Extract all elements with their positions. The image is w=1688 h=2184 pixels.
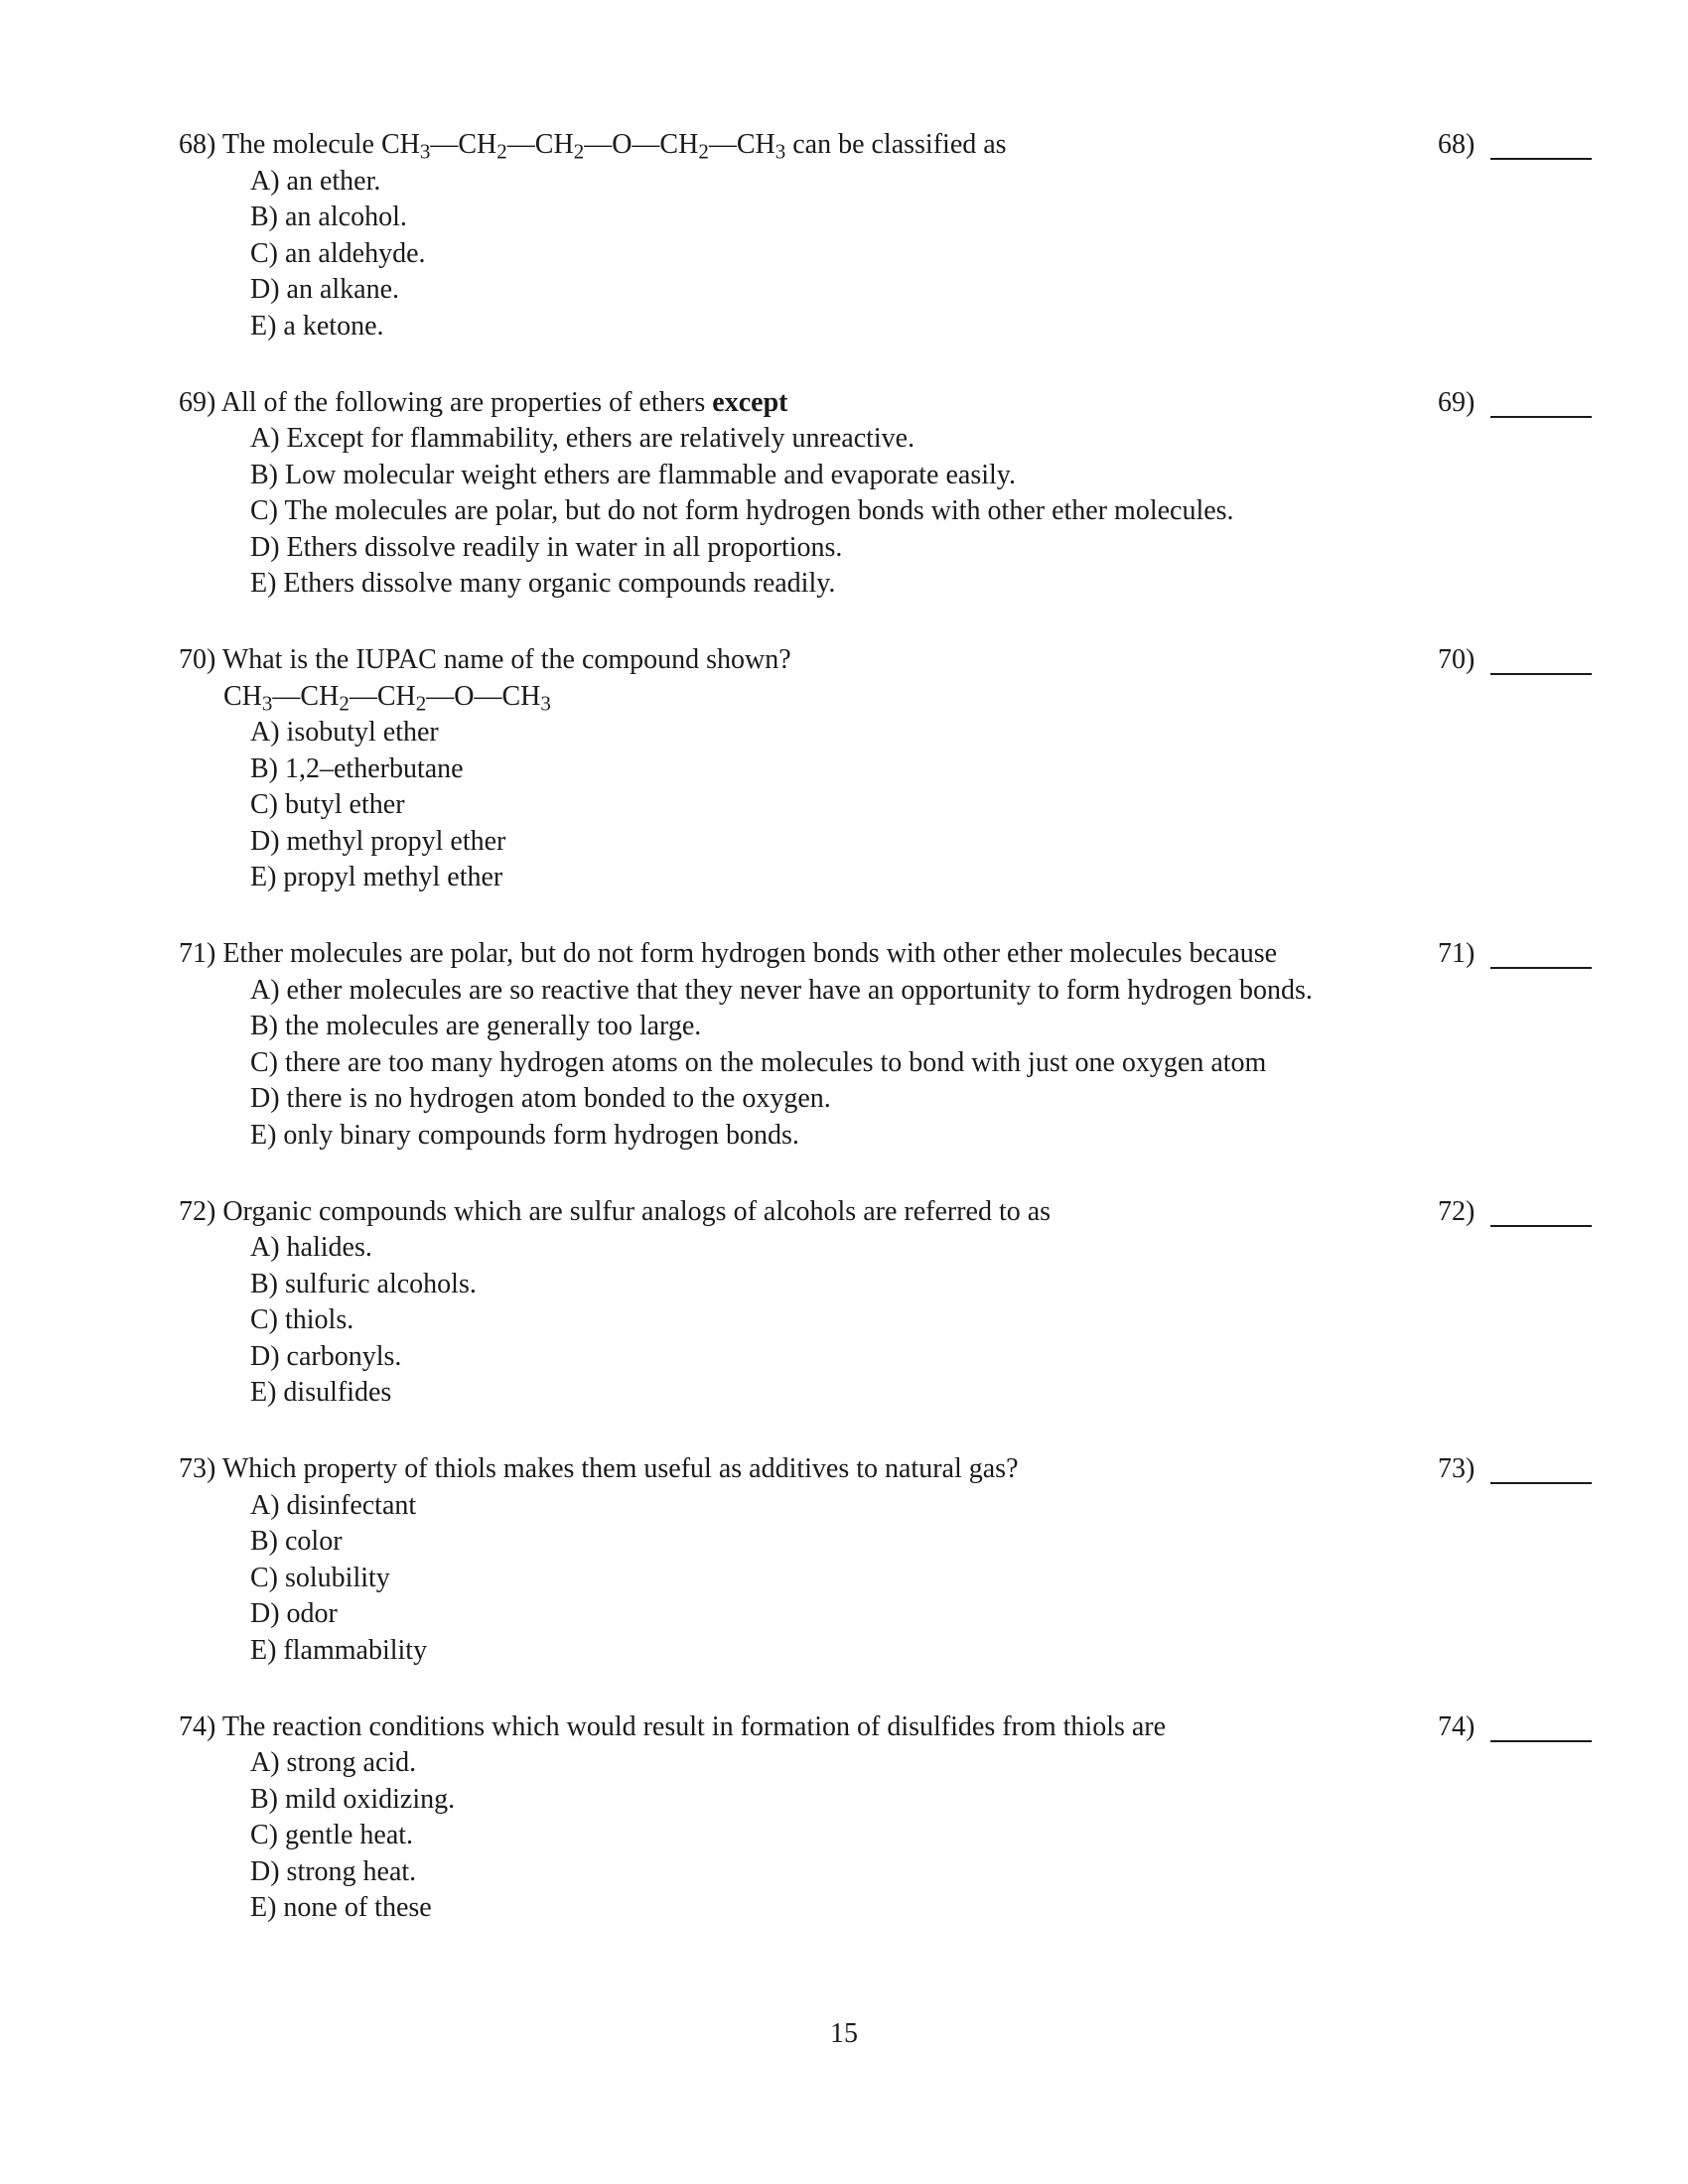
option-72-D: D) carbonyls. bbox=[250, 1340, 402, 1372]
chemical-subscript: 2 bbox=[339, 690, 350, 715]
chemical-subscript: 3 bbox=[261, 690, 273, 715]
option-69-E: E) Ethers dissolve many organic compounds readily. bbox=[250, 568, 836, 599]
option-71-B: B) the molecules are generally too large. bbox=[250, 1011, 702, 1041]
option-73-E: E) flammability bbox=[250, 1634, 428, 1666]
chemical-subscript: 2 bbox=[415, 690, 427, 715]
option-71-D: D) there is no hydrogen atom bonded to the oxygen. bbox=[250, 1083, 831, 1114]
question-block-72 bbox=[179, 1194, 1688, 1412]
option-74-A: A) strong acid. bbox=[250, 1747, 417, 1778]
option-68-B: B) an alcohol. bbox=[250, 202, 407, 232]
answer-number-label: 69) bbox=[1438, 386, 1476, 418]
question-prompt: 73) Which property of thiols makes them useful as additives to natural gas? bbox=[179, 1453, 1019, 1484]
answer-area-69 bbox=[1438, 385, 1592, 422]
option-71-E: E) only binary compounds form hydrogen bonds. bbox=[250, 1119, 799, 1151]
question-prompt: 74) The reaction conditions which would result in formation of disulfides from thiols are bbox=[179, 1710, 1167, 1742]
option-73-A: A) disinfectant bbox=[250, 1489, 417, 1521]
option-73-B: B) color bbox=[250, 1526, 343, 1557]
questions-container bbox=[179, 127, 1688, 1967]
answer-blank-line bbox=[1490, 1482, 1592, 1484]
answer-number-label: 71) bbox=[1438, 938, 1476, 969]
chemical-subscript: 3 bbox=[419, 139, 431, 164]
option-68-A: A) an ether. bbox=[250, 165, 381, 197]
answer-number-label: 73) bbox=[1438, 1453, 1476, 1484]
option-69-D: D) Ethers dissolve readily in water in all proportions. bbox=[250, 531, 843, 563]
option-73-C: C) solubility bbox=[250, 1562, 390, 1593]
option-68-D: D) an alkane. bbox=[250, 274, 400, 305]
option-70-B: B) 1,2–etherbutane bbox=[250, 752, 464, 784]
answer-number-label: 70) bbox=[1438, 644, 1476, 675]
question-prompt: 71) Ether molecules are polar, but do not form hydrogen bonds with other ether molecules because bbox=[179, 938, 1278, 969]
option-72-C: C) thiols. bbox=[250, 1304, 354, 1335]
option-71-A: A) ether molecules are so reactive that they never have an opportunity to form hydrogen bonds. bbox=[250, 974, 1313, 1006]
answer-blank-line bbox=[1490, 158, 1592, 160]
answer-number-label: 74) bbox=[1438, 1710, 1476, 1742]
question-block-69 bbox=[179, 385, 1688, 603]
question-block-70 bbox=[179, 642, 1688, 896]
option-74-D: D) strong heat. bbox=[250, 1855, 417, 1887]
chemical-subscript: 2 bbox=[573, 139, 585, 164]
option-70-E: E) propyl methyl ether bbox=[250, 862, 503, 892]
option-74-E: E) none of these bbox=[250, 1892, 432, 1923]
question-prompt: 72) Organic compounds which are sulfur analogs of alcohols are referred to as bbox=[179, 1195, 1052, 1227]
answer-area-74 bbox=[1438, 1709, 1592, 1746]
option-71-C: C) there are too many hydrogen atoms on the molecules to bond with just one oxygen atom bbox=[250, 1046, 1267, 1078]
answer-blank-line bbox=[1490, 416, 1592, 418]
chemical-subscript: 3 bbox=[540, 690, 551, 715]
chemical-formula-line: $CH_3—CH_2—CH_2—O—CH_3$ bbox=[223, 680, 551, 715]
answer-blank-line bbox=[1490, 967, 1592, 969]
question-block-73 bbox=[179, 1451, 1688, 1669]
answer-area-72 bbox=[1438, 1194, 1592, 1231]
question-block-68 bbox=[179, 127, 1688, 344]
answer-blank-line bbox=[1490, 1225, 1592, 1227]
option-70-C: C) butyl ether bbox=[250, 789, 405, 820]
chemical-subscript: 2 bbox=[698, 139, 709, 164]
option-68-C: C) an aldehyde. bbox=[250, 237, 426, 269]
question-prompt: 69) All of the following are properties of ethers except bbox=[179, 386, 788, 418]
question-prompt: 68) The molecule $CH_3—CH_2—CH_2—O—CH_2—CH_3$ can be classified as bbox=[179, 129, 1007, 164]
option-70-D: D) methyl propyl ether bbox=[250, 825, 506, 857]
option-68-E: E) a ketone. bbox=[250, 310, 384, 341]
page-number: 15 bbox=[830, 2018, 858, 2049]
option-72-A: A) halides. bbox=[250, 1232, 372, 1263]
chemical-subscript: 3 bbox=[774, 139, 786, 164]
answer-area-70 bbox=[1438, 642, 1592, 679]
option-72-B: B) sulfuric alcohols. bbox=[250, 1268, 477, 1299]
answer-area-73 bbox=[1438, 1451, 1592, 1488]
answer-area-71 bbox=[1438, 936, 1592, 973]
option-69-B: B) Low molecular weight ethers are flammable and evaporate easily. bbox=[250, 459, 1016, 490]
option-69-C: C) The molecules are polar, but do not form hydrogen bonds with other ether molecules. bbox=[250, 495, 1234, 526]
answer-area-68 bbox=[1438, 127, 1592, 164]
option-70-A: A) isobutyl ether bbox=[250, 717, 439, 748]
option-73-D: D) odor bbox=[250, 1598, 338, 1629]
option-74-B: B) mild oxidizing. bbox=[250, 1783, 456, 1815]
answer-blank-line bbox=[1490, 1740, 1592, 1742]
question-prompt: 70) What is the IUPAC name of the compound shown? bbox=[179, 644, 791, 675]
chemical-subscript: 2 bbox=[496, 139, 507, 164]
option-69-A: A) Except for flammability, ethers are relatively unreactive. bbox=[250, 423, 915, 454]
option-72-E: E) disulfides bbox=[250, 1377, 392, 1408]
answer-blank-line bbox=[1490, 673, 1592, 675]
question-block-71 bbox=[179, 936, 1688, 1154]
question-block-74 bbox=[179, 1709, 1688, 1927]
answer-number-label: 68) bbox=[1438, 129, 1476, 160]
answer-number-label: 72) bbox=[1438, 1195, 1476, 1227]
option-74-C: C) gentle heat. bbox=[250, 1820, 414, 1850]
